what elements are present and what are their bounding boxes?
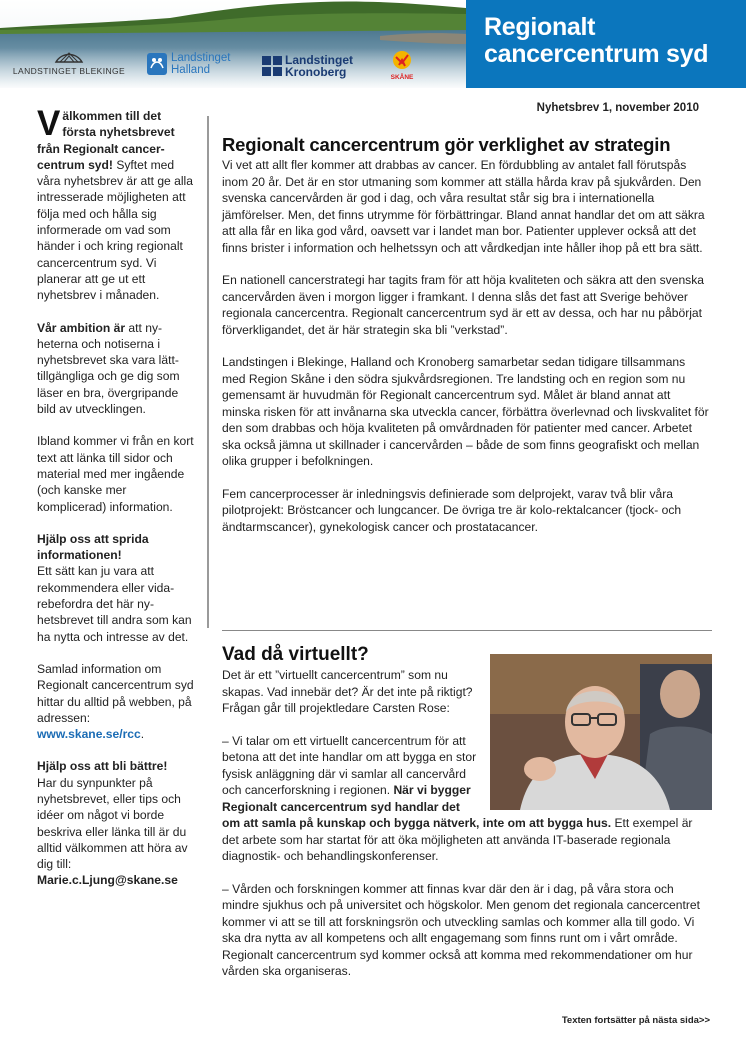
logo-landstinget-kronoberg <box>262 54 353 78</box>
ambition-bold: Vår ambition är <box>37 320 126 335</box>
halland-logo-line2: Halland <box>171 64 210 76</box>
brand-title <box>484 14 708 68</box>
article-virtual-title: Vad då virtuellt? <box>222 644 369 665</box>
article-strategy-title: Regionalt cancercentrum gör verklighet av strategin <box>222 134 671 155</box>
brand-banner <box>466 0 746 88</box>
section-divider <box>222 630 712 631</box>
issue-label: Nyhetsbrev 1, november 2010 <box>536 102 699 114</box>
logo-landstinget-blekinge <box>8 50 130 76</box>
skane-logo-text: SKÅNE <box>390 74 414 81</box>
article-strategy-p2: En nationell cancerstrategi har tagits fram för att höja kvaliteten och säkra att den svenska cancervården även i morgon ligger i framkant. I denna slås det fast att Sverige behöver regionala cancercentra. Regionalt cancercentrum syd är ett av dessa, och har nu påbörjat förverkligandet, det är här strategin ska bli ”verkstad”. <box>222 273 704 337</box>
intro-bold: älkommen till det första nyhetsbrevet från Regionalt cancercentrum syd! <box>37 109 175 172</box>
feedback-text: Har du synpunkter på nyhetsbrevet, eller tips och idéer om något vi borde beskriva eller länka till är du alltid välkommen att höra av dig till: <box>37 775 188 872</box>
sidebar-ambition <box>37 320 197 418</box>
logo-landstinget-halland <box>146 52 230 76</box>
sidebar-spread <box>37 531 197 645</box>
kronoberg-logo-line2: Kronoberg <box>285 65 347 79</box>
logo-region-skane <box>390 49 414 81</box>
sidebar-intro <box>37 104 197 304</box>
article-virtual <box>222 644 712 996</box>
article-strategy-p1: Vi vet att allt fler kommer att drabbas av cancer. En fördubbling av antalet fall förutspås inom 20 år. Det är en stor utmaning som kommer att ställa hårda krav på sjukvården. Den svenska cancervården är god i dag, och våra resultat står sig bra i internationella jämförelser. Men, det finns utrymme för förbättringar. Bland annat handlar det om att säkra att alla får en lika god vård, oavsett var i landet man bor. Patienter upplever också att det finns brister i information och helhetssyn och att vårdkedjan inte håller ihop på ett bra sätt. <box>222 158 705 255</box>
article-strategy <box>222 134 710 551</box>
web-link[interactable]: www.skane.se/rcc <box>37 727 141 742</box>
portrait-photo <box>490 654 712 810</box>
dropcap: V <box>37 104 61 143</box>
continue-note[interactable]: Texten fortsätter på nästa sida>> <box>561 1015 710 1026</box>
web-text: Samlad information om Regionalt cancercentrum syd hittar du alltid på webben, på adressen: <box>37 661 194 725</box>
sidebar-web <box>37 661 197 742</box>
p2-bold: När vi bygger Regionalt cancercentrum syd handlar det om att samla på kunskap och bygga nätverk, inte om att bygga hus. <box>222 783 612 830</box>
article-virtual-p1: Det är ett ”virtuellt cancercentrum” som nu skapas. Vad innebär det? Är det inte på riktigt? Frågan går till projektledare Carsten Rose: <box>222 668 473 715</box>
feedback-email[interactable]: Marie.c.Ljung@skane.se <box>37 873 178 888</box>
halland-emblem-icon <box>146 52 168 76</box>
brand-title-line2: cancercentrum syd <box>484 40 709 68</box>
kronoberg-logo-line1: Landstinget <box>285 53 353 67</box>
feedback-heading: Hjälp oss att bli bättre! <box>37 759 168 774</box>
article-strategy-p4: Fem cancerprocesser är inledningsvis definierade som delprojekt, varav två blir våra pilotprojekt: Bröstcancer och lungcancer. De övriga tre är kolo-rektalcancer (tjock- och ändtarmscancer), gynekologisk cancer och prostatacancer. <box>222 486 682 534</box>
sidebar-feedback <box>37 758 197 888</box>
brand-title-line1: Regionalt <box>484 13 596 41</box>
blekinge-logo-text: LANDSTINGET BLEKINGE <box>12 66 126 76</box>
article-strategy-p3: Landstingen i Blekinge, Halland och Kronoberg samarbetar sedan tidigare tillsammans med Region Skåne i den södra sjukvårdsregionen. Tre landsting och en region som nu gemensamt är huvudmän för Regionalt cancercentrum syd. Målet är bland annat att minska risken för att invånarna ska utveckla cancer, förbättra överlevnad och livskvalitet för den som drabbas och höja kvaliteten på omvårdnaden för patienter med cancer. Arbetet ska också jämna ut skillnader i cancervården – både de som finns geografiskt och mellan olika grupper i befolkningen. <box>222 355 709 468</box>
skane-griffin-icon <box>390 49 414 73</box>
carsten-rose-photo <box>490 654 712 810</box>
sidebar-column <box>37 104 197 905</box>
page-header <box>0 0 746 88</box>
sidebar-links-info: Ibland kommer vi från en kort text att länka till sidor och material med mer ingående (och kanske mer komplicerad) information. <box>37 434 194 514</box>
spread-heading: Hjälp oss att sprida informationen! <box>37 531 149 563</box>
web-link-period: . <box>140 727 145 742</box>
ambition-text: att nyheterna och notiserna i nyhetsbrevet ska vara lätttillgängliga och ge dig som läser en bra, övergripande bild av utvecklingen. <box>37 320 180 417</box>
p2-end: Ett exempel är det arbete som har startat för att öka möjligheten att använda IT-baserade regionala diagnostik- och behandlingskonferenser. <box>222 816 693 863</box>
column-divider <box>207 116 209 628</box>
blekinge-crest-icon <box>54 50 84 64</box>
article-virtual-p3: – Vården och forskningen kommer att finnas kvar där den är i dag, på våra stora och mindre sjukhus och på universitet och högskolor. Men genom det regionala cancercentret kommer vi att se till att forskningsrön och utveckling samlas och kommer alla till godo. Vi ska dra nytta av all kompetens och allt engagemang som finns runt om i vårt område. Regionalt cancercentrum syd kommer också att komma med rekommendationer om hur vården ska organiseras. <box>222 881 700 978</box>
intro-text: Syftet med våra nyhetsbrev är att ge alla intresserade möjligheten att följa med och hålla sig informerade om vad som händer i och kring regionalt cancercentrum syd. Vi planerar att ge ut ett nyhetsbrev i månaden. <box>37 157 193 303</box>
p2-start: – Vi talar om ett virtuellt cancercentrum för att betona att det inte handlar om att bygga en stor fysisk anläggning där vi samlar all cancervård och cancerforskning i regionen. <box>222 733 477 797</box>
kronoberg-emblem-icon <box>262 56 282 76</box>
halland-logo-line1: Landstinget <box>171 52 231 64</box>
spread-text: Ett sätt kan ju vara att rekommendera eller vidarebefordra det här nyhetsbrevet till andra som kan ha nytta och intresse av det. <box>37 564 192 644</box>
